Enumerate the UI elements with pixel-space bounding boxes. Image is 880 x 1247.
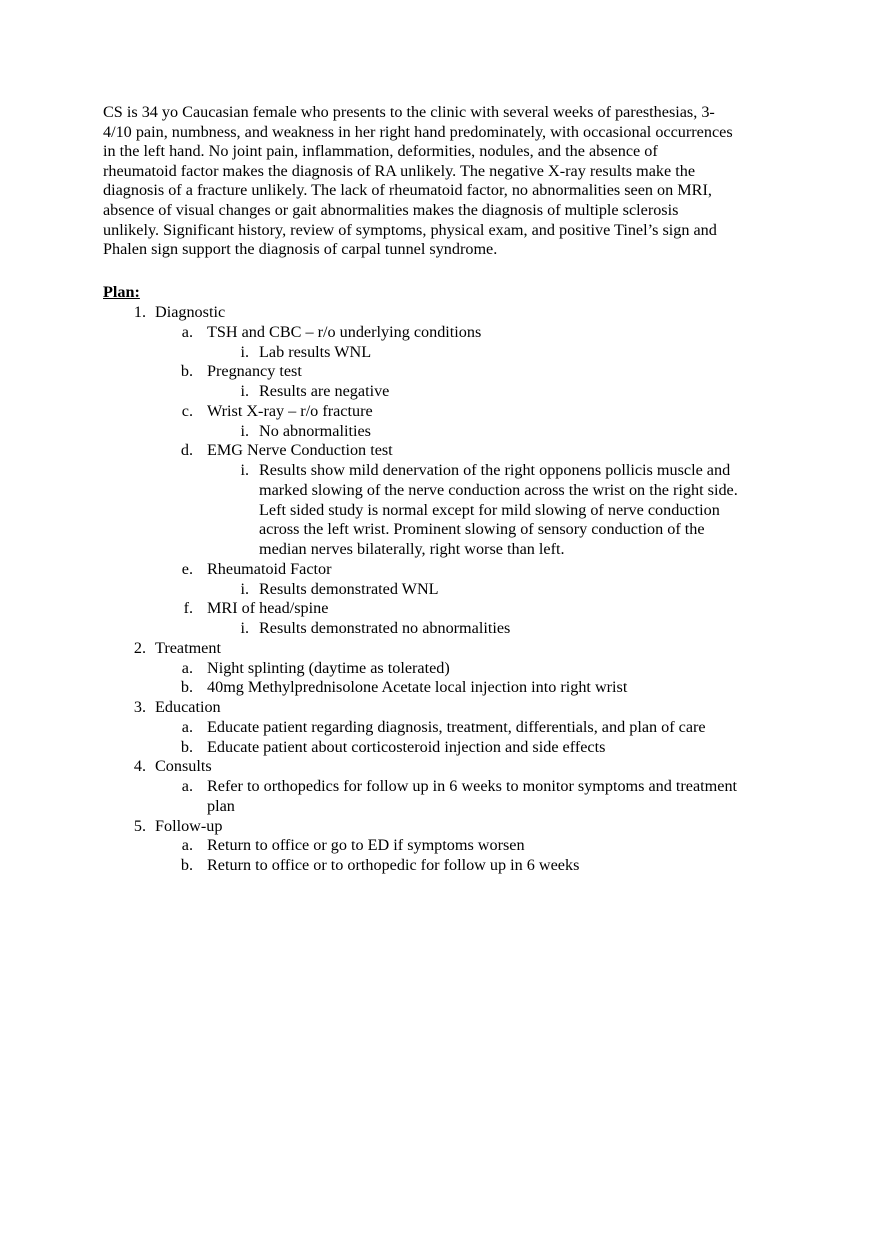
- plan-item-text: [207, 856, 880, 876]
- plan-heading: Plan:: [103, 283, 140, 301]
- plan-item-text: [207, 777, 880, 817]
- plan-item-text: [155, 698, 880, 718]
- plan-item: [0, 580, 880, 600]
- plan-item-line: plan: [207, 796, 235, 815]
- plan-item-line: Results demonstrated no abnormalities: [259, 619, 511, 637]
- plan-item-text: [259, 422, 880, 442]
- plan-item-line: Diagnostic: [155, 303, 226, 321]
- plan-item-text: [155, 639, 880, 659]
- plan-item: [0, 836, 880, 856]
- plan-item-line: Refer to orthopedics for follow up in 6 weeks to monitor symptoms and treatment: [207, 777, 738, 795]
- plan-item-line: MRI of head/spine: [207, 599, 329, 618]
- paragraph-line: 4/10 pain, numbness, and weakness in her right hand predominately, with occasional occurrences: [103, 122, 733, 141]
- plan-item-line: Lab results WNL: [259, 342, 372, 361]
- list-marker: b.: [180, 737, 193, 756]
- list-marker: a.: [181, 836, 193, 855]
- plan-item-line: No abnormalities: [259, 421, 371, 440]
- plan-item-text: [207, 738, 880, 758]
- plan-item-text: [207, 678, 880, 698]
- plan-item-text: [259, 619, 880, 639]
- list-marker: d.: [180, 441, 193, 460]
- list-marker: e.: [181, 559, 193, 578]
- plan-item: [0, 718, 880, 738]
- plan-item-line: 40mg Methylprednisolone Acetate local injection into right wrist: [207, 678, 628, 697]
- plan-item-line: marked slowing of the nerve conduction across the wrist on the right side.: [259, 480, 738, 499]
- plan-item-text: [259, 382, 880, 402]
- list-marker: 2.: [133, 638, 146, 657]
- list-marker: i.: [240, 382, 249, 400]
- plan-item: [0, 461, 880, 560]
- plan-item-line: Results demonstrated WNL: [259, 579, 439, 598]
- plan-item: [0, 738, 880, 758]
- plan-item-line: Education: [155, 698, 221, 716]
- plan-item: [0, 303, 880, 323]
- plan-item-text: [207, 441, 880, 461]
- list-marker: a.: [181, 322, 193, 341]
- list-marker: i.: [240, 461, 249, 479]
- plan-item-text: [155, 303, 880, 323]
- paragraph-line: Phalen sign support the diagnosis of carpal tunnel syndrome.: [103, 240, 498, 259]
- plan-item: [0, 856, 880, 876]
- plan-item: [0, 659, 880, 679]
- plan-item: [0, 382, 880, 402]
- plan-item-line: TSH and CBC – r/o underlying conditions: [207, 322, 482, 341]
- list-marker: c.: [181, 401, 193, 420]
- paragraph-line: rheumatoid factor makes the diagnosis of RA unlikely. The negative X-ray results make the: [103, 161, 696, 180]
- plan-item-text: [207, 402, 880, 422]
- plan-item-text: [155, 817, 880, 837]
- plan-item-text: [207, 323, 880, 343]
- plan-item: [0, 777, 880, 817]
- plan-item: [0, 619, 880, 639]
- plan-item-text: [259, 580, 880, 600]
- plan-item: [0, 599, 880, 619]
- list-marker: a.: [181, 777, 193, 795]
- plan-item-line: Results are negative: [259, 382, 390, 400]
- plan-item-text: [207, 836, 880, 856]
- paragraph-line: in the left hand. No joint pain, inflammation, deformities, nodules, and the absence of: [103, 142, 658, 161]
- plan-item: [0, 323, 880, 343]
- plan-item-text: [207, 560, 880, 580]
- plan-item-text: [155, 757, 880, 777]
- list-marker: 5.: [133, 816, 146, 835]
- plan-item-line: EMG Nerve Conduction test: [207, 441, 393, 460]
- plan-item: [0, 362, 880, 382]
- plan-item: [0, 422, 880, 442]
- plan-item-text: [207, 362, 880, 382]
- plan-item-line: Treatment: [155, 638, 221, 657]
- plan-item-line: Educate patient regarding diagnosis, treatment, differentials, and plan of care: [207, 717, 706, 736]
- list-marker: 4.: [133, 757, 146, 776]
- list-marker: a.: [181, 717, 193, 736]
- paragraph-line: unlikely. Significant history, review of symptoms, physical exam, and positive Tinel’s sign and: [103, 220, 717, 239]
- list-marker: 1.: [133, 303, 146, 321]
- plan-item: [0, 817, 880, 837]
- plan-item-line: Return to office or go to ED if symptoms worsen: [207, 836, 525, 855]
- list-marker: i.: [240, 342, 249, 361]
- plan-item: [0, 639, 880, 659]
- list-marker: i.: [240, 619, 249, 637]
- list-marker: b.: [180, 678, 193, 697]
- paragraph-line: absence of visual changes or gait abnormalities makes the diagnosis of multiple sclerosis: [103, 200, 679, 219]
- plan-item-text: [207, 659, 880, 679]
- plan-item-text: [259, 343, 880, 363]
- plan-item-line: Educate patient about corticosteroid injection and side effects: [207, 737, 606, 756]
- plan-item-line: Return to office or to orthopedic for follow up in 6 weeks: [207, 856, 580, 874]
- plan-item: [0, 441, 880, 461]
- plan-item: [0, 678, 880, 698]
- plan-item-line: Rheumatoid Factor: [207, 559, 332, 578]
- plan-item-line: Results show mild denervation of the right opponens pollicis muscle and: [259, 461, 731, 479]
- list-marker: f.: [183, 599, 193, 618]
- list-marker: i.: [240, 421, 249, 440]
- list-marker: b.: [180, 362, 193, 381]
- list-marker: 3.: [133, 698, 146, 716]
- plan-item-line: Follow-up: [155, 816, 223, 835]
- plan-item-line: across the left wrist. Prominent slowing of sensory conduction of the: [259, 520, 705, 539]
- plan-list: [0, 303, 880, 876]
- plan-item-line: Wrist X-ray – r/o fracture: [207, 401, 373, 420]
- list-marker: b.: [180, 856, 193, 874]
- plan-item-line: Consults: [155, 757, 212, 776]
- plan-item: [0, 402, 880, 422]
- assessment-paragraph: [103, 103, 803, 260]
- list-marker: i.: [240, 579, 249, 598]
- plan-item-line: Night splinting (daytime as tolerated): [207, 658, 450, 677]
- plan-item-text: [259, 461, 880, 560]
- plan-item-text: [207, 718, 880, 738]
- plan-item-line: Left sided study is normal except for mild slowing of nerve conduction: [259, 500, 720, 519]
- plan-item: [0, 343, 880, 363]
- plan-item: [0, 698, 880, 718]
- plan-item: [0, 560, 880, 580]
- plan-item-line: Pregnancy test: [207, 362, 302, 381]
- paragraph-line: diagnosis of a fracture unlikely. The lack of rheumatoid factor, no abnormalities seen on MRI,: [103, 181, 712, 200]
- plan-item-text: [207, 599, 880, 619]
- plan-item: [0, 757, 880, 777]
- plan-item-line: median nerves bilaterally, right worse than left.: [259, 540, 565, 558]
- paragraph-line: CS is 34 yo Caucasian female who presents to the clinic with several weeks of paresthesias, 3-: [103, 103, 715, 121]
- list-marker: a.: [181, 658, 193, 677]
